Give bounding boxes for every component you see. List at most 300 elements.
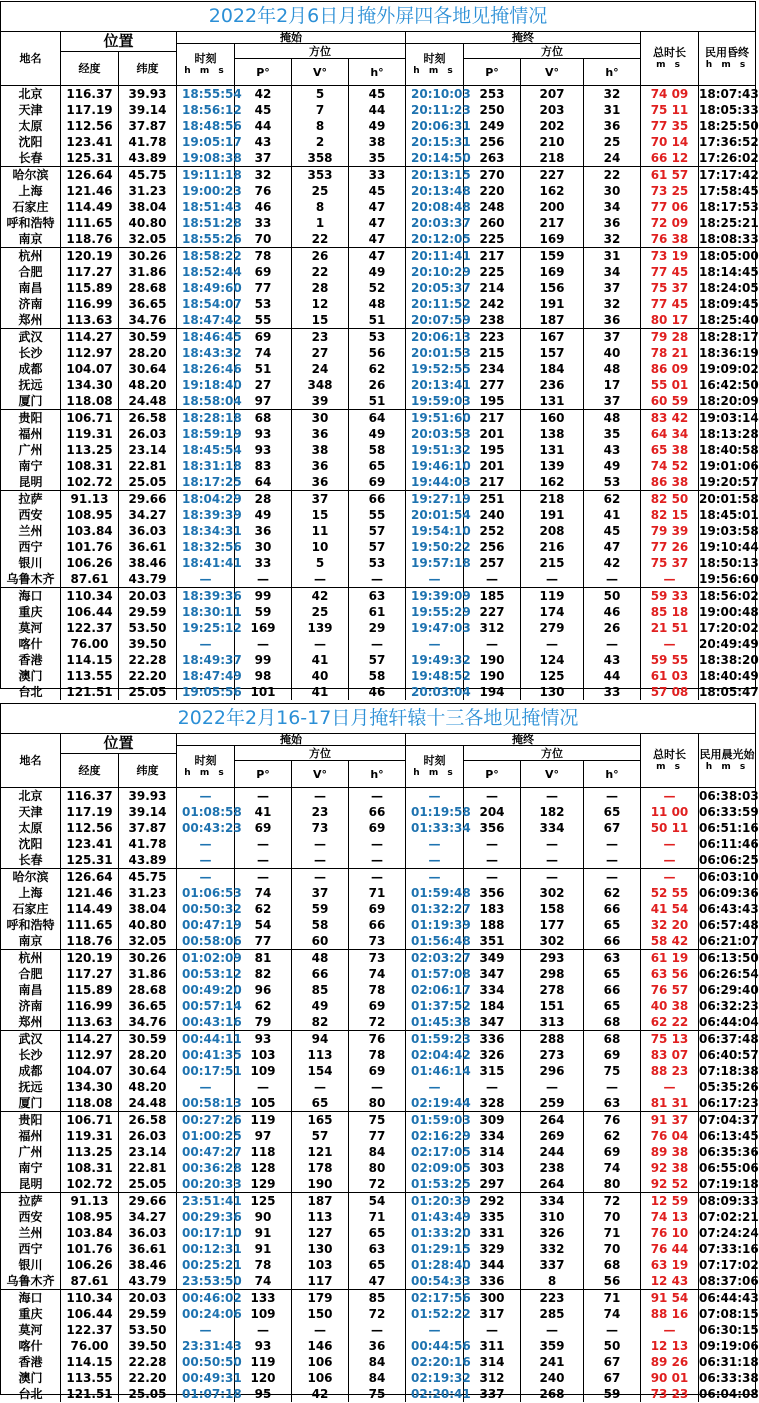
cell-end-v: 302 xyxy=(521,885,584,901)
cell-start-time: 19:05:56 xyxy=(177,684,235,700)
cell-name: 澳门 xyxy=(1,1370,61,1386)
cell-start-time: 19:08:38 xyxy=(177,150,235,166)
cell-start-p: — xyxy=(235,852,292,868)
table-row xyxy=(1,1306,759,1322)
cell-start-v: 82 xyxy=(292,1014,349,1030)
header-position: 位置 xyxy=(61,734,177,754)
cell-start-v: — xyxy=(292,836,349,852)
cell-end-v: 273 xyxy=(521,1047,584,1063)
cell-start-p: — xyxy=(235,869,292,885)
cell-duration: 90 01 xyxy=(641,1370,699,1386)
cell-name: 武汉 xyxy=(1,329,61,345)
cell-name: 南昌 xyxy=(1,280,61,296)
cell-duration: 66 12 xyxy=(641,150,699,166)
cell-duration: — xyxy=(641,571,699,587)
cell-end-p: 334 xyxy=(464,1128,521,1144)
cell-duration: 75 13 xyxy=(641,1031,699,1047)
cell-name: 上海 xyxy=(1,183,61,199)
cell-start-time: — xyxy=(177,636,235,652)
cell-start-v: 10 xyxy=(292,539,349,555)
cell-start-p: 93 xyxy=(235,426,292,442)
cell-longitude: 106.26 xyxy=(61,555,119,571)
cell-end-v: 296 xyxy=(521,1063,584,1079)
cell-end-p: 263 xyxy=(464,150,521,166)
cell-end-h: 74 xyxy=(584,1306,641,1322)
cell-longitude: 117.27 xyxy=(61,966,119,982)
cell-start-h: 71 xyxy=(349,1209,406,1225)
header-latitude: 纬度 xyxy=(119,52,177,85)
cell-longitude: 106.44 xyxy=(61,1306,119,1322)
cell-start-p: 33 xyxy=(235,215,292,231)
cell-end-v: 259 xyxy=(521,1095,584,1111)
cell-start-p: 28 xyxy=(235,491,292,507)
header-end: 掩终 xyxy=(406,32,641,44)
cell-end-v: 326 xyxy=(521,1225,584,1241)
cell-start-v: 130 xyxy=(292,1241,349,1257)
cell-latitude: 38.04 xyxy=(119,901,177,917)
cell-civil-time: 05:35:26 xyxy=(699,1080,759,1094)
cell-end-v: 167 xyxy=(521,329,584,345)
cell-start-p: 125 xyxy=(235,1193,292,1209)
cell-start-time: 18:56:12 xyxy=(177,102,235,118)
cell-longitude: 114.15 xyxy=(61,652,119,668)
table-row xyxy=(1,231,759,248)
cell-name: 哈尔滨 xyxy=(1,167,61,183)
table-row xyxy=(1,604,759,620)
cell-name: 南宁 xyxy=(1,1160,61,1176)
cell-civil-time: 19:09:02 xyxy=(699,362,759,376)
cell-start-v: 2 xyxy=(292,134,349,150)
cell-start-v: 22 xyxy=(292,231,349,247)
cell-end-h: 36 xyxy=(584,312,641,328)
cell-end-h: 63 xyxy=(584,1095,641,1111)
cell-start-h: 47 xyxy=(349,215,406,231)
cell-start-time: 00:12:31 xyxy=(177,1241,235,1257)
header-end-time xyxy=(406,746,464,787)
cell-end-time: 19:51:32 xyxy=(406,442,464,458)
table-row xyxy=(1,1241,759,1257)
cell-end-v: 131 xyxy=(521,393,584,409)
cell-end-p: 195 xyxy=(464,442,521,458)
cell-civil-time: 18:05:00 xyxy=(699,249,759,263)
cell-civil-time: 19:01:06 xyxy=(699,459,759,473)
cell-start-time: 18:48:56 xyxy=(177,118,235,134)
cell-start-time: 00:57:14 xyxy=(177,998,235,1014)
cell-start-v: 26 xyxy=(292,248,349,264)
cell-start-p: 55 xyxy=(235,312,292,328)
cell-start-p: 69 xyxy=(235,264,292,280)
cell-latitude: 23.14 xyxy=(119,1144,177,1160)
cell-latitude: 22.81 xyxy=(119,1160,177,1176)
cell-end-h: 63 xyxy=(584,950,641,966)
cell-longitude: 118.08 xyxy=(61,393,119,409)
cell-end-time: 01:37:52 xyxy=(406,998,464,1014)
cell-end-time: 02:04:42 xyxy=(406,1047,464,1063)
cell-start-time: 00:47:27 xyxy=(177,1144,235,1160)
cell-end-h: — xyxy=(584,852,641,868)
cell-civil-time: 07:18:38 xyxy=(699,1064,759,1078)
cell-name: 南昌 xyxy=(1,982,61,998)
cell-end-p: 335 xyxy=(464,1209,521,1225)
cell-start-v: 117 xyxy=(292,1273,349,1289)
cell-start-h: — xyxy=(349,1079,406,1095)
cell-end-p: 217 xyxy=(464,474,521,490)
cell-duration: 58 42 xyxy=(641,933,699,949)
cell-end-p: 227 xyxy=(464,604,521,620)
cell-duration: 61 03 xyxy=(641,668,699,684)
cell-duration: 61 19 xyxy=(641,950,699,966)
cell-duration: 73 19 xyxy=(641,248,699,264)
cell-name: 西安 xyxy=(1,507,61,523)
cell-end-v: 156 xyxy=(521,280,584,296)
table-row xyxy=(1,1370,759,1386)
cell-civil-time: 06:33:38 xyxy=(699,1371,759,1385)
cell-end-h: 46 xyxy=(584,604,641,620)
cell-end-v: 218 xyxy=(521,150,584,166)
cell-longitude: 104.07 xyxy=(61,1063,119,1079)
cell-longitude: 114.27 xyxy=(61,1031,119,1047)
cell-end-h: 31 xyxy=(584,102,641,118)
cell-civil-time: 17:20:02 xyxy=(699,621,759,635)
cell-longitude: 118.76 xyxy=(61,933,119,949)
cell-start-time: 18:52:44 xyxy=(177,264,235,280)
cell-start-v: 24 xyxy=(292,361,349,377)
cell-end-v: 310 xyxy=(521,1209,584,1225)
cell-duration: 11 00 xyxy=(641,804,699,820)
cell-longitude: 116.99 xyxy=(61,998,119,1014)
cell-latitude: 24.48 xyxy=(119,393,177,409)
table-row xyxy=(1,86,759,102)
cell-name: 北京 xyxy=(1,86,61,102)
cell-duration: 63 19 xyxy=(641,1257,699,1273)
cell-end-v: — xyxy=(521,1079,584,1095)
cell-start-h: 80 xyxy=(349,1095,406,1111)
cell-end-p: 215 xyxy=(464,345,521,361)
cell-start-p: 76 xyxy=(235,183,292,199)
cell-start-p: 77 xyxy=(235,933,292,949)
cell-start-p: 44 xyxy=(235,118,292,134)
cell-end-time: — xyxy=(406,869,464,885)
cell-end-p: 220 xyxy=(464,183,521,199)
cell-name: 乌鲁木齐 xyxy=(1,1273,61,1289)
cell-end-v: 269 xyxy=(521,1128,584,1144)
cell-end-h: 59 xyxy=(584,1386,641,1402)
cell-end-v: 293 xyxy=(521,950,584,966)
cell-end-p: 314 xyxy=(464,1354,521,1370)
cell-name: 合肥 xyxy=(1,966,61,982)
cell-start-p: 45 xyxy=(235,102,292,118)
cell-start-p: 79 xyxy=(235,1014,292,1030)
table-row xyxy=(1,442,759,458)
cell-start-p: 91 xyxy=(235,1241,292,1257)
cell-duration: 73 23 xyxy=(641,1386,699,1402)
cell-start-time: 18:43:32 xyxy=(177,345,235,361)
cell-longitude: 113.63 xyxy=(61,1014,119,1030)
cell-end-time: 20:13:48 xyxy=(406,183,464,199)
cell-start-v: 179 xyxy=(292,1290,349,1306)
cell-end-p: 347 xyxy=(464,966,521,982)
cell-end-h: 40 xyxy=(584,345,641,361)
cell-name: 长沙 xyxy=(1,1047,61,1063)
cell-start-p: 99 xyxy=(235,588,292,604)
cell-end-time: 19:39:09 xyxy=(406,588,464,604)
cell-end-v: — xyxy=(521,571,584,587)
cell-latitude: 30.26 xyxy=(119,248,177,264)
cell-name: 合肥 xyxy=(1,264,61,280)
cell-name: 武汉 xyxy=(1,1031,61,1047)
table-row xyxy=(1,1257,759,1273)
cell-civil-time: 18:40:58 xyxy=(699,443,759,457)
cell-end-v: 124 xyxy=(521,652,584,668)
cell-latitude: 43.79 xyxy=(119,1273,177,1289)
cell-longitude: 113.55 xyxy=(61,1370,119,1386)
cell-civil-time: 18:14:45 xyxy=(699,265,759,279)
table-body xyxy=(1,86,759,700)
cell-start-time: 19:00:23 xyxy=(177,183,235,199)
cell-end-v: 244 xyxy=(521,1144,584,1160)
table-row xyxy=(1,869,759,885)
cell-end-v: 151 xyxy=(521,998,584,1014)
cell-end-h: 48 xyxy=(584,410,641,426)
cell-start-time: 18:51:28 xyxy=(177,215,235,231)
cell-end-h: 47 xyxy=(584,539,641,555)
cell-start-h: 84 xyxy=(349,1354,406,1370)
cell-start-p: 120 xyxy=(235,1370,292,1386)
cell-end-v: 130 xyxy=(521,684,584,700)
header-end-v: V° xyxy=(521,761,584,787)
cell-longitude: 122.37 xyxy=(61,620,119,636)
cell-end-p: 329 xyxy=(464,1241,521,1257)
cell-latitude: 22.28 xyxy=(119,652,177,668)
cell-start-v: 106 xyxy=(292,1354,349,1370)
cell-duration: 88 16 xyxy=(641,1306,699,1322)
cell-end-h: 45 xyxy=(584,523,641,539)
cell-start-v: — xyxy=(292,788,349,804)
cell-start-p: 99 xyxy=(235,652,292,668)
cell-end-h: — xyxy=(584,836,641,852)
cell-longitude: 122.37 xyxy=(61,1322,119,1338)
cell-start-v: 113 xyxy=(292,1209,349,1225)
cell-end-h: 65 xyxy=(584,966,641,982)
cell-longitude: 108.95 xyxy=(61,1209,119,1225)
cell-start-time: 18:30:11 xyxy=(177,604,235,620)
cell-longitude: 110.34 xyxy=(61,1290,119,1306)
cell-end-v: 157 xyxy=(521,345,584,361)
cell-start-h: 69 xyxy=(349,474,406,490)
cell-start-h: 46 xyxy=(349,684,406,700)
cell-civil-time: 06:37:48 xyxy=(699,1032,759,1046)
cell-civil-time: 07:19:18 xyxy=(699,1177,759,1191)
cell-end-p: 336 xyxy=(464,1273,521,1289)
cell-end-p: 242 xyxy=(464,296,521,312)
cell-start-h: 47 xyxy=(349,199,406,215)
cell-start-time: — xyxy=(177,852,235,868)
cell-civil-time: 18:05:47 xyxy=(699,685,759,699)
cell-start-p: 53 xyxy=(235,296,292,312)
cell-start-h: 26 xyxy=(349,377,406,393)
cell-duration: 91 54 xyxy=(641,1290,699,1306)
cell-end-p: 326 xyxy=(464,1047,521,1063)
table-row xyxy=(1,183,759,199)
cell-start-v: 85 xyxy=(292,982,349,998)
cell-civil-time: 06:29:40 xyxy=(699,983,759,997)
cell-latitude: 30.59 xyxy=(119,1031,177,1047)
cell-duration: 64 34 xyxy=(641,426,699,442)
cell-end-time: 01:19:39 xyxy=(406,917,464,933)
cell-longitude: 126.64 xyxy=(61,869,119,885)
header-end-p: P° xyxy=(464,761,521,787)
cell-longitude: 111.65 xyxy=(61,215,119,231)
cell-end-time: 01:33:20 xyxy=(406,1225,464,1241)
occultation-table-1 xyxy=(0,1,759,699)
cell-end-time: 20:05:37 xyxy=(406,280,464,296)
cell-start-v: 27 xyxy=(292,345,349,361)
cell-end-time: 01:53:25 xyxy=(406,1176,464,1192)
header-longitude: 经度 xyxy=(61,754,119,787)
cell-start-p: 119 xyxy=(235,1354,292,1370)
cell-end-v: 337 xyxy=(521,1257,584,1273)
cell-start-time: 00:58:13 xyxy=(177,1095,235,1111)
cell-start-p: 83 xyxy=(235,458,292,474)
cell-name: 杭州 xyxy=(1,248,61,264)
cell-end-time: 01:59:48 xyxy=(406,885,464,901)
cell-latitude: 31.86 xyxy=(119,966,177,982)
cell-start-v: 8 xyxy=(292,199,349,215)
cell-start-h: 51 xyxy=(349,393,406,409)
cell-start-v: 36 xyxy=(292,458,349,474)
cell-name: 成都 xyxy=(1,361,61,377)
cell-end-h: — xyxy=(584,571,641,587)
cell-start-h: 66 xyxy=(349,917,406,933)
header-start: 掩始 xyxy=(177,734,406,746)
cell-duration: 32 20 xyxy=(641,917,699,933)
cell-name: 澳门 xyxy=(1,668,61,684)
cell-end-h: 41 xyxy=(584,507,641,523)
cell-start-time: 00:49:20 xyxy=(177,982,235,998)
cell-latitude: 22.81 xyxy=(119,458,177,474)
cell-civil-time: 06:13:50 xyxy=(699,951,759,965)
cell-longitude: 113.63 xyxy=(61,312,119,328)
cell-start-h: 52 xyxy=(349,280,406,296)
cell-name: 杭州 xyxy=(1,950,61,966)
cell-start-time: 18:46:45 xyxy=(177,329,235,345)
cell-duration: 12 59 xyxy=(641,1193,699,1209)
cell-end-h: 80 xyxy=(584,1176,641,1192)
cell-duration: 55 01 xyxy=(641,377,699,393)
cell-duration: 61 57 xyxy=(641,167,699,183)
cell-name: 长沙 xyxy=(1,345,61,361)
cell-longitude: 101.76 xyxy=(61,539,119,555)
cell-end-h: 50 xyxy=(584,1338,641,1354)
cell-longitude: 114.49 xyxy=(61,199,119,215)
cell-end-p: 277 xyxy=(464,377,521,393)
cell-end-time: — xyxy=(406,636,464,652)
cell-name: 香港 xyxy=(1,652,61,668)
cell-start-v: 37 xyxy=(292,491,349,507)
cell-end-time: 19:44:03 xyxy=(406,474,464,490)
cell-latitude: 40.80 xyxy=(119,917,177,933)
cell-end-p: 260 xyxy=(464,215,521,231)
cell-start-v: 5 xyxy=(292,86,349,102)
cell-civil-time: 18:25:50 xyxy=(699,119,759,133)
cell-latitude: 40.80 xyxy=(119,215,177,231)
cell-longitude: 134.30 xyxy=(61,377,119,393)
cell-end-p: 312 xyxy=(464,1370,521,1386)
cell-start-p: 27 xyxy=(235,377,292,393)
cell-start-time: 00:47:19 xyxy=(177,917,235,933)
cell-end-v: 264 xyxy=(521,1112,584,1128)
header-civil-hms: h m s xyxy=(705,761,749,772)
cell-start-time: 18:59:19 xyxy=(177,426,235,442)
cell-civil-time: 18:40:49 xyxy=(699,669,759,683)
cell-duration: 12 13 xyxy=(641,1338,699,1354)
cell-start-v: 15 xyxy=(292,312,349,328)
table-row xyxy=(1,1112,759,1128)
cell-end-h: 22 xyxy=(584,167,641,183)
cell-end-v: 182 xyxy=(521,804,584,820)
cell-name: 莫河 xyxy=(1,1322,61,1338)
cell-start-h: 75 xyxy=(349,1386,406,1402)
cell-end-h: 67 xyxy=(584,1370,641,1386)
cell-latitude: 38.04 xyxy=(119,199,177,215)
cell-civil-time: 06:55:06 xyxy=(699,1161,759,1175)
cell-start-p: 109 xyxy=(235,1306,292,1322)
cell-duration: — xyxy=(641,636,699,652)
cell-start-p: 69 xyxy=(235,329,292,345)
cell-latitude: 41.78 xyxy=(119,836,177,852)
cell-latitude: 45.75 xyxy=(119,869,177,885)
table-row xyxy=(1,933,759,950)
cell-start-time: 00:43:16 xyxy=(177,1014,235,1030)
cell-latitude: 39.93 xyxy=(119,86,177,102)
cell-start-h: 57 xyxy=(349,523,406,539)
cell-end-p: 270 xyxy=(464,167,521,183)
cell-latitude: 26.58 xyxy=(119,410,177,426)
header-civil-twilight xyxy=(699,32,755,85)
table-row xyxy=(1,917,759,933)
cell-end-p: 314 xyxy=(464,1144,521,1160)
cell-civil-time: 07:08:15 xyxy=(699,1307,759,1321)
header-start-hms: h m s xyxy=(184,65,227,76)
cell-start-time: 19:05:17 xyxy=(177,134,235,150)
cell-latitude: 36.65 xyxy=(119,998,177,1014)
cell-longitude: 116.37 xyxy=(61,86,119,102)
cell-start-v: 139 xyxy=(292,620,349,636)
cell-end-v: 169 xyxy=(521,231,584,247)
cell-end-time: 20:12:05 xyxy=(406,231,464,247)
cell-end-h: 34 xyxy=(584,199,641,215)
cell-start-time: 18:47:49 xyxy=(177,668,235,684)
cell-latitude: 36.03 xyxy=(119,523,177,539)
cell-duration: 72 09 xyxy=(641,215,699,231)
cell-name: 兰州 xyxy=(1,523,61,539)
cell-name: 喀什 xyxy=(1,1338,61,1354)
cell-end-time: 01:33:34 xyxy=(406,820,464,836)
cell-end-v: 191 xyxy=(521,507,584,523)
header-position: 位置 xyxy=(61,32,177,52)
cell-end-p: 257 xyxy=(464,555,521,571)
header-end-time-label: 时刻 xyxy=(423,51,446,65)
cell-name: 台北 xyxy=(1,1386,61,1402)
cell-name: 乌鲁木齐 xyxy=(1,571,61,587)
cell-start-v: 1 xyxy=(292,215,349,231)
cell-latitude: 34.76 xyxy=(119,1014,177,1030)
cell-end-h: 75 xyxy=(584,1063,641,1079)
cell-end-p: 336 xyxy=(464,1031,521,1047)
cell-start-h: 85 xyxy=(349,1290,406,1306)
table-row xyxy=(1,998,759,1014)
cell-start-p: 109 xyxy=(235,1063,292,1079)
